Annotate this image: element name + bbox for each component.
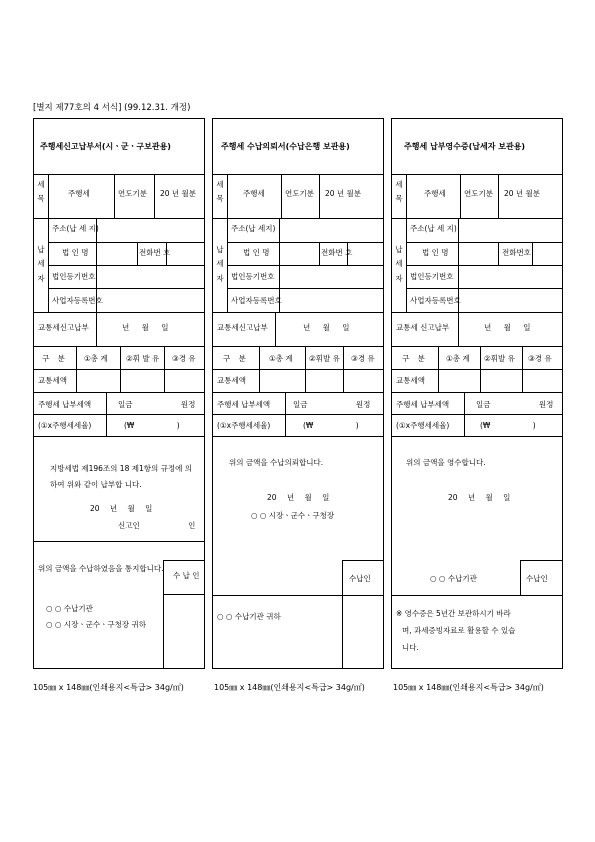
org-line-1: ○ ○ 수납기관 <box>46 604 93 613</box>
note-line-1: ※ 영수증은 5년간 보관하시기 바라 <box>396 609 511 618</box>
division-total: ①총 계 <box>446 354 470 363</box>
amount-units: 일금 원정 <box>118 400 196 409</box>
division-gasoline: ②휘발 유 <box>484 354 515 363</box>
seal-label: 수납인 <box>349 574 371 583</box>
tax-item-label: 세 목 <box>395 180 403 204</box>
receipt-notice: 위의 금액을 수납하였음을 통지합니다. <box>38 564 164 573</box>
corp-name-label: 법 인 명 <box>243 248 270 257</box>
tax-name: 주행세 <box>243 189 265 198</box>
corp-reg-label: 법인등기번호 <box>410 272 454 281</box>
note-line-3: 니다. <box>402 643 419 652</box>
rate-formula: (①ⅹ주행세세율) <box>38 421 92 430</box>
paper-spec-note: 105㎜ x 148㎜(인쇄용지<특급> 34g/㎡) <box>214 683 365 692</box>
year-value: 20 년 월분 <box>325 189 362 198</box>
org-line: ○ ○ 수납기관 귀하 <box>217 612 281 621</box>
division-label: 구 분 <box>402 354 425 363</box>
payer-label: 납 세 자 <box>216 245 224 283</box>
declarant-line: 신고인 인 <box>118 521 196 530</box>
division-total: ①총 계 <box>84 354 108 363</box>
paper-spec-note: 105㎜ x 148㎜(인쇄용지<특급> 34g/㎡) <box>393 683 544 692</box>
date-line: 20 년 월 일 <box>267 493 330 502</box>
division-label: 구 분 <box>42 354 65 363</box>
traffic-tax-amount-label: 교통세액 <box>38 376 67 385</box>
division-diesel: ③경 유 <box>351 354 375 363</box>
traffic-tax-payment-label: 교통세신고납부 <box>217 323 268 332</box>
biz-reg-label: 사업자등록번호 <box>231 296 282 305</box>
year-period-label: 연도기분 <box>118 189 147 198</box>
payer-label: 납 세 자 <box>395 245 403 283</box>
org-line: ○ ○ 수납기관 <box>430 574 477 583</box>
request-line: 위의 금액을 수납의뢰합니다. <box>229 458 324 467</box>
biz-reg-label: 사업자등록번호 <box>52 296 103 305</box>
payment-amount-label: 주행세 납부세액 <box>217 400 271 409</box>
phone-label: 전화번 호 <box>321 248 353 257</box>
panel-bank-copy <box>212 118 384 669</box>
won-amount: (₩ ) <box>480 421 536 430</box>
address-label: 주소(납 세지) <box>231 224 276 233</box>
division-diesel: ③경 유 <box>528 354 552 363</box>
official-line: ○ ○ 시장ㆍ군수ㆍ구청장 <box>251 511 335 520</box>
traffic-tax-payment-label: 교통세 신고납부 <box>396 323 450 332</box>
body-line-2: 하여 위와 같이 납부합 니다. <box>50 480 142 489</box>
traffic-tax-payment-label: 교통세신고납부 <box>38 323 89 332</box>
payment-date: 년 월 일 <box>122 323 169 332</box>
date-line: 20 년 월 일 <box>448 493 511 502</box>
year-period-label: 연도기분 <box>285 189 314 198</box>
phone-label: 전화번 호 <box>139 248 171 257</box>
panel-title: 주행세 납부영수증(납세자 보관용) <box>404 142 526 151</box>
panel-municipal-copy <box>33 118 205 669</box>
tax-item-label: 세 목 <box>37 180 45 204</box>
division-label: 구 분 <box>223 354 246 363</box>
paper-spec-note: 105㎜ x 148㎜(인쇄용지<특급> 34g/㎡) <box>33 683 184 692</box>
corp-reg-label: 법인등기번호 <box>231 272 275 281</box>
org-line-2: ○ ○ 시장ㆍ군수ㆍ구청장 귀하 <box>46 620 146 629</box>
panel-title: 주행세 수납의뢰서(수납은행 보관용) <box>221 142 350 151</box>
payment-date: 년 월 일 <box>303 323 350 332</box>
tax-item-label: 세 목 <box>216 180 224 204</box>
year-value: 20 년 월분 <box>160 189 197 198</box>
note-line-2: 며, 과세증빙자료로 활용할 수 있습 <box>402 626 516 635</box>
address-label: 주소(납 세 지) <box>52 224 99 233</box>
traffic-tax-amount-label: 교통세액 <box>396 376 425 385</box>
division-diesel: ③경 유 <box>172 354 196 363</box>
amount-units: 일금 원정 <box>293 400 371 409</box>
panel-title: 주행세신고납부서(시ㆍ군ㆍ구보관용) <box>40 142 171 151</box>
biz-reg-label: 사업자등록번호 <box>410 296 461 305</box>
division-gasoline: ②휘발 유 <box>309 354 340 363</box>
year-period-label: 연도기분 <box>464 189 493 198</box>
corp-reg-label: 법인등기번호 <box>52 272 96 281</box>
payment-amount-label: 주행세 납부세액 <box>396 400 450 409</box>
corp-name-label: 법 인 명 <box>422 248 449 257</box>
address-label: 주소(납 세 지) <box>410 224 457 233</box>
payment-date: 년 월 일 <box>484 323 531 332</box>
year-value: 20 년 월분 <box>504 189 541 198</box>
tax-name: 주행세 <box>68 189 90 198</box>
phone-label: 전화번호 <box>502 248 531 257</box>
form-number-note: [별지 제77호의 4 서식] (99.12.31. 개정) <box>33 103 191 113</box>
receipt-line: 위의 금액을 영수합니다. <box>406 458 486 467</box>
won-amount: (₩ ) <box>303 421 359 430</box>
payer-label: 납 세 자 <box>37 245 45 283</box>
tax-name: 주행세 <box>424 189 446 198</box>
seal-label: 수 납 인 <box>173 571 200 580</box>
payment-amount-label: 주행세 납부세액 <box>38 400 92 409</box>
body-line-1: 지방세법 제196조의 18 제1항의 규정에 의 <box>50 464 192 473</box>
rate-formula: (①ⅹ주행세세율) <box>217 421 271 430</box>
amount-units: 일금 원정 <box>476 400 554 409</box>
corp-name-label: 법 인 명 <box>62 248 89 257</box>
won-amount: (₩ ) <box>124 421 180 430</box>
rate-formula: (①ⅹ주행세세율) <box>396 421 450 430</box>
traffic-tax-amount-label: 교통세액 <box>217 376 246 385</box>
date-line: 20 년 월 일 <box>90 504 153 513</box>
division-gasoline: ②휘 발 유 <box>126 354 160 363</box>
panel-taxpayer-copy <box>391 118 563 669</box>
division-total: ①총 계 <box>269 354 293 363</box>
seal-label: 수납인 <box>526 574 548 583</box>
